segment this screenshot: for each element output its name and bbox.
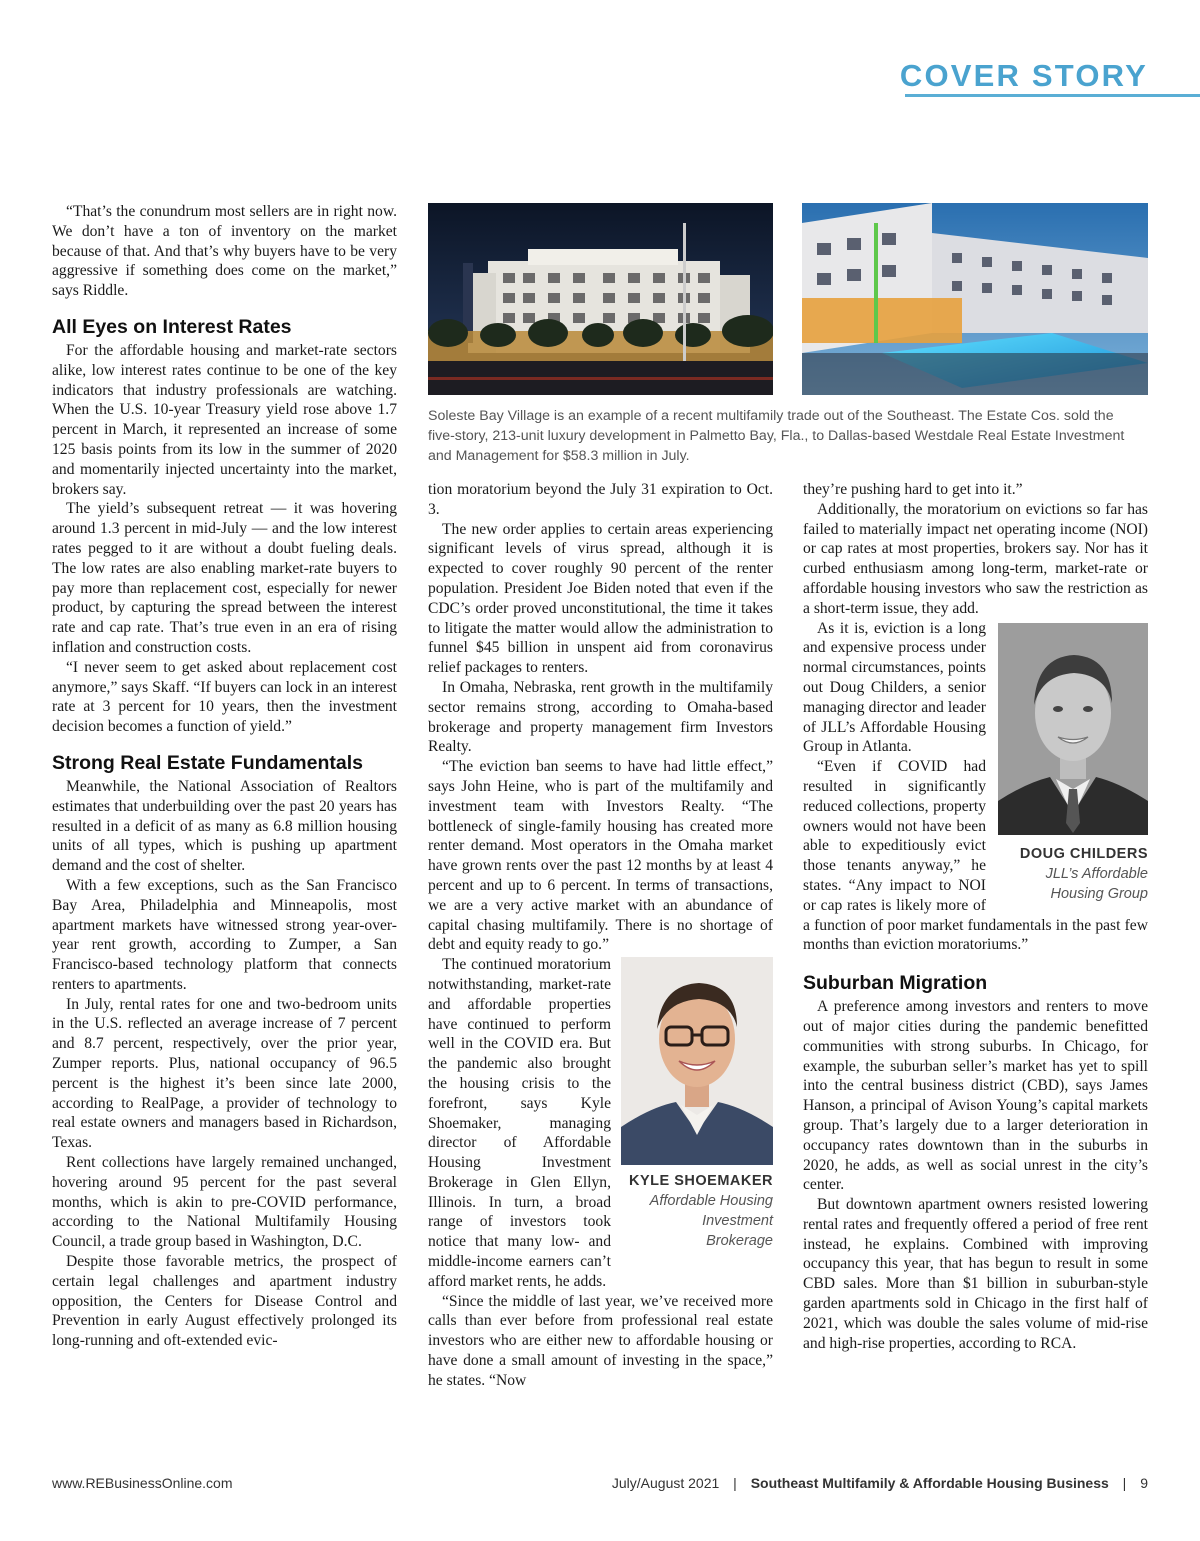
paragraph: The yield’s subsequent retreat — it was hovering around 1.3 percent in mid-July — and the low interest rates pegged to it are without a doubt fueling deals. The low rates are also enabling market-rate buyers to pay more than replacement cost, especially for newer product, by capturing the spread between the interest rate and cap rate. That’s true even in an era of rising inflation and construction costs.	[52, 500, 397, 656]
paragraph: The continued moratorium notwithstanding, market-rate and affordable properties have continued to perform well in the COVID era. But the pandemic also brought the housing crisis to the forefront, says Kyle Shoemaker, managing director of Affordable Housing Investment Brokerage in Glen Ellyn, Illinois. In turn, a broad range of investors took notice that many low- and middle-income earners can’t afford market rents, he adds.	[428, 956, 611, 1290]
footer-divider: |	[733, 1475, 737, 1491]
paragraph: Rent collections have largely remained unchanged, hovering around 95 percent for the past several months, which is akin to pre-COVID performance, according to the National Multifamily Housing Council, a trade group based in Washington, D.C.	[52, 1154, 397, 1251]
building-photo-pool	[802, 203, 1148, 395]
paragraph: In July, rental rates for one and two-bedroom units in the U.S. reflected an average increase of 7 percent and 8.7 percent, respectively, over the prior year, Zumper reports. Plus, national occupancy of 96.5 percent is the highest it’s been since late 2000, according to RealPage, a provider of technology to real estate owners and managers based in Richardson, Texas.	[52, 995, 397, 1152]
portrait-title: Housing Group	[1050, 886, 1148, 903]
paragraph: Meanwhile, the National Association of Realtors estimates that underbuilding over the past 20 years has resulted in a deficit of as many as 6.8 million housing units of all types, which is pushing up apartment demand and the cost of shelter.	[52, 777, 397, 875]
portrait-childers	[998, 623, 1148, 905]
footer-website: www.REBusinessOnline.com	[52, 1475, 233, 1491]
portrait-shoemaker	[621, 957, 773, 1251]
section-header: COVER STORY	[899, 58, 1148, 93]
paragraph: For the affordable housing and market-rate sectors alike, low interest rates continue to be one of the key indicators that industry professionals are watching. When the U.S. 10-year Treasury yield rose above 1.7 percent in March, it represented an increase of some 125 basis points from its low in the summer of 2020 and momentarily injected uncertainty into the market, brokers say.	[52, 341, 397, 498]
photo-caption: Soleste Bay Village is an example of a recent multifamily trade out of the Southeast. The Estate Cos. sold the five-story, 213-unit luxury development in Palmetto Bay, Fla., to Dallas-based Westdale Real Estate Investment and Management for $58.3 million in July.	[428, 408, 1125, 464]
article-column-1	[52, 202, 397, 1351]
subheading: Suburban Migration	[803, 972, 988, 995]
subheading: Strong Real Estate Fundamentals	[52, 751, 363, 774]
article-column-3	[803, 480, 1148, 1353]
portrait-caption	[998, 844, 1148, 904]
footer-divider: |	[1122, 1475, 1127, 1491]
paragraph: “Since the middle of last year, we’ve received more calls than ever before from professional real estate investors who are either new to affordable housing or have done a small amount of investing in the space,” he states. “Now	[428, 1292, 773, 1389]
paragraph: “Even if COVID had resulted in significantly reduced collections, property owners would not have been able to expeditiously evict those tenants anyway,” he states. “Any impact to NOI or cap rates is likely more of a function of poor market fundamentals in the past few months than eviction moratoriums.”	[803, 758, 1148, 954]
article-column-2	[428, 480, 773, 1391]
paragraph: “The eviction ban seems to have had little effect,” says John Heine, who is part of the multifamily and investment team with Investors Realty. “The bottleneck of single-family housing has created more renter demand. Most operators in the Omaha market have grown rents over the past 12 months by at least 4 percent and up to 6 percent. In terms of transactions, we are a very active market with an abundance of capital chasing multifamily. There is no shortage of debt and equity ready to go.”	[428, 758, 773, 954]
paragraph: In Omaha, Nebraska, rent growth in the multifamily sector remains strong, according to Omaha-based brokerage and property management firm Investors Realty.	[428, 678, 773, 756]
portrait-title: Affordable Housing	[649, 1192, 773, 1209]
shoemaker-photo	[621, 957, 773, 1165]
paragraph: With a few exceptions, such as the San Francisco Bay Area, Philadelphia and Minneapolis, most apartment markets have witnessed strong year-over-year rent growth, according to Zumper, a San Francisco-based technology platform that connects renters to apartments.	[52, 876, 397, 993]
footer-issue: July/August 2021	[611, 1475, 720, 1491]
building-photo-exterior	[428, 203, 773, 395]
paragraph: Despite those favorable metrics, the prospect of certain legal challenges and apartment industry opposition, the Centers for Disease Control and Prevention in early August effectively prolonged its long-running and oft-extended evic-	[52, 1253, 397, 1350]
footer-page-number: 9	[1140, 1475, 1148, 1491]
subheading: All Eyes on Interest Rates	[52, 315, 292, 338]
paragraph: “I never seem to get asked about replacement cost anymore,” says Skaff. “If buyers can lock in an interest rate at 3 percent for 10 years, then the investment decision becomes a function of yield.”	[52, 658, 397, 736]
paragraph: they’re pushing hard to get into it.”	[803, 481, 1023, 498]
footer-publication: Southeast Multifamily & Affordable Housing Business	[750, 1475, 1109, 1491]
portrait-title: Investment	[702, 1212, 773, 1229]
portrait-name: KYLE SHOEMAKER	[629, 1172, 773, 1189]
footer-info	[612, 1475, 1148, 1491]
paragraph: As it is, eviction is a long and expensive process under normal circumstances, points out Doug Childers, a senior managing director and leader of JLL’s Affordable Housing Group in Atlanta.	[803, 619, 986, 756]
portrait-name: DOUG CHILDERS	[1019, 846, 1148, 863]
paragraph: Additionally, the moratorium on evictions so far has failed to materially impact net operating income (NOI) or cap rates at most properties, brokers say. Nor has it curbed enthusiasm among long-term, market-rate or affordable housing investors who saw the restriction as a short-term issue, they add.	[803, 500, 1148, 617]
paragraph: tion moratorium beyond the July 31 expiration to Oct. 3.	[428, 481, 773, 518]
portrait-title: Brokerage	[706, 1232, 773, 1249]
paragraph: But downtown apartment owners resisted lowering rental rates and frequently offered a period of free rent instead, he explains. Combined with improving occupancy this year, that has begun to result in some CBD sales. More than $1 billion in suburban-style garden apartments sold in Chicago in the first half of 2021, which was double the sales volume of mid-rise and high-rise properties, according to RCA.	[803, 1196, 1148, 1352]
header-rule	[905, 94, 1200, 97]
paragraph: “That’s the conundrum most sellers are in right now. We don’t have a ton of inventory on the market because of that. And that’s why buyers have to be very aggressive if something does come on the market,” says Riddle.	[52, 203, 397, 300]
childers-photo	[998, 623, 1148, 835]
paragraph: The new order applies to certain areas experiencing significant levels of virus spread, although it is expected to cover roughly 90 percent of the renter population. President Joe Biden noted that even if the CDC’s order proved unconstitutional, the time it takes to litigate the matter would allow the administration to funnel $45 billion in unspent aid from coronavirus relief packages to renters.	[428, 520, 773, 677]
portrait-title: JLL’s Affordable	[1045, 866, 1148, 883]
portrait-caption	[621, 1171, 773, 1251]
paragraph: A preference among investors and renters to move out of major cities during the pandemic benefitted communities with strong suburbs. In Chicago, for example, the suburban seller’s market has yet to spill into the central business district (CBD), says James Hanson, a principal of Avison Young’s capital markets group. That’s largely due to a larger deterioration in occupancy rates downtown than in the suburbs in 2020, he adds, as well as social unrest in the city’s center.	[803, 998, 1148, 1194]
